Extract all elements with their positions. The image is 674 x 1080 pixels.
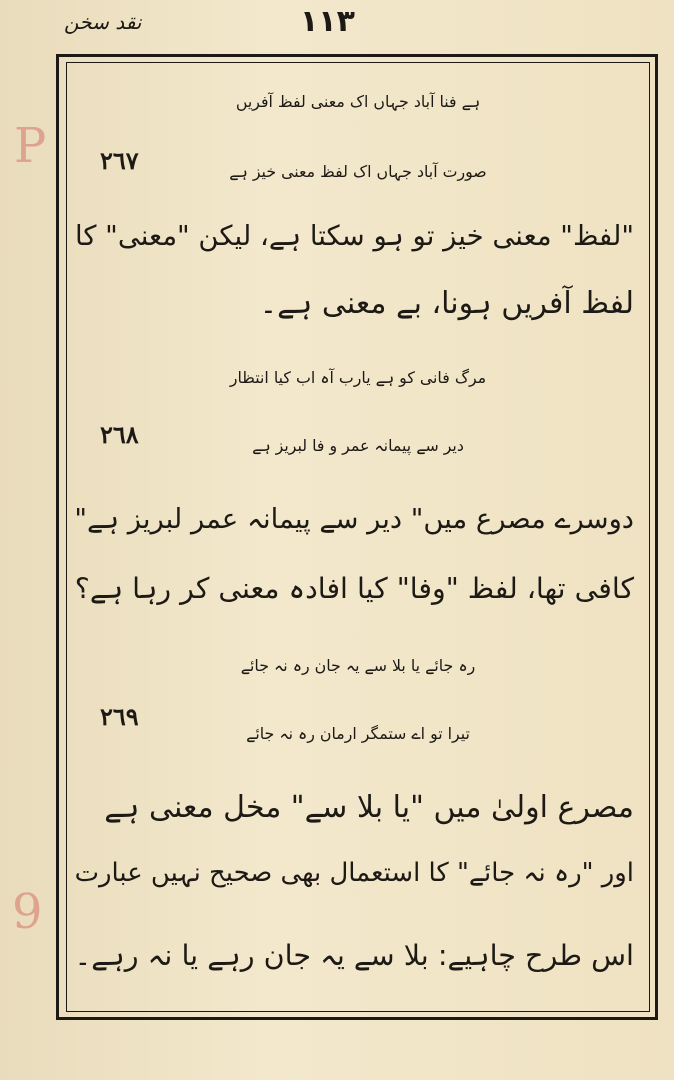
margin-pencil-mark: P [14,118,47,174]
verse-line: مرگ فانی کو ہے یارب آہ اب کیا انتظار [229,368,487,387]
commentary-line: مصرع اولیٰ میں "یا بلا سے" مخل معنی ہے [104,790,634,825]
running-header-title: نقد سخن [64,10,142,34]
entry-number: ۲٦٧ [100,146,139,175]
margin-pencil-mark: 9 [12,884,43,940]
verse-line: ہے فنا آباد جہاں اک معنی لفظ آفریں [235,92,481,111]
commentary-line: "لفظ" معنی خیز تو ہو سکتا ہے، لیکن "معنی" کا [74,220,634,252]
verse-line: تیرا تو اے ستمگر ارمان رہ نہ جائے [246,724,470,743]
entry-number: ۲٦۹ [100,702,139,731]
commentary-line: اور "رہ نہ جائے" کا استعمال بھی صحیح نہیں عبارت [74,858,634,888]
page-number: ۱۱۳ [300,4,355,39]
verse-line: صورت آباد جہاں اک لفظ معنی خیز ہے [229,162,487,181]
commentary-line: اس طرح چاہیے: بلا سے یہ جان رہے یا نہ رہے۔ [74,938,634,972]
verse-line: دیر سے پیمانہ عمر و فا لبریز ہے [252,436,464,455]
commentary-line: دوسرے مصرع میں" دیر سے پیمانہ عمر لبریز ہے" [74,504,634,535]
verse-line: رہ جائے یا بلا سے یہ جان رہ نہ جائے [240,656,476,675]
entry-number: ۲٦۸ [100,420,139,449]
commentary-line: کافی تھا، لفظ "وفا" کیا افادہ معنی کر رہا ہے؟ [74,572,634,605]
commentary-line: لفظ آفریں ہونا، بے معنی ہے۔ [259,286,634,321]
